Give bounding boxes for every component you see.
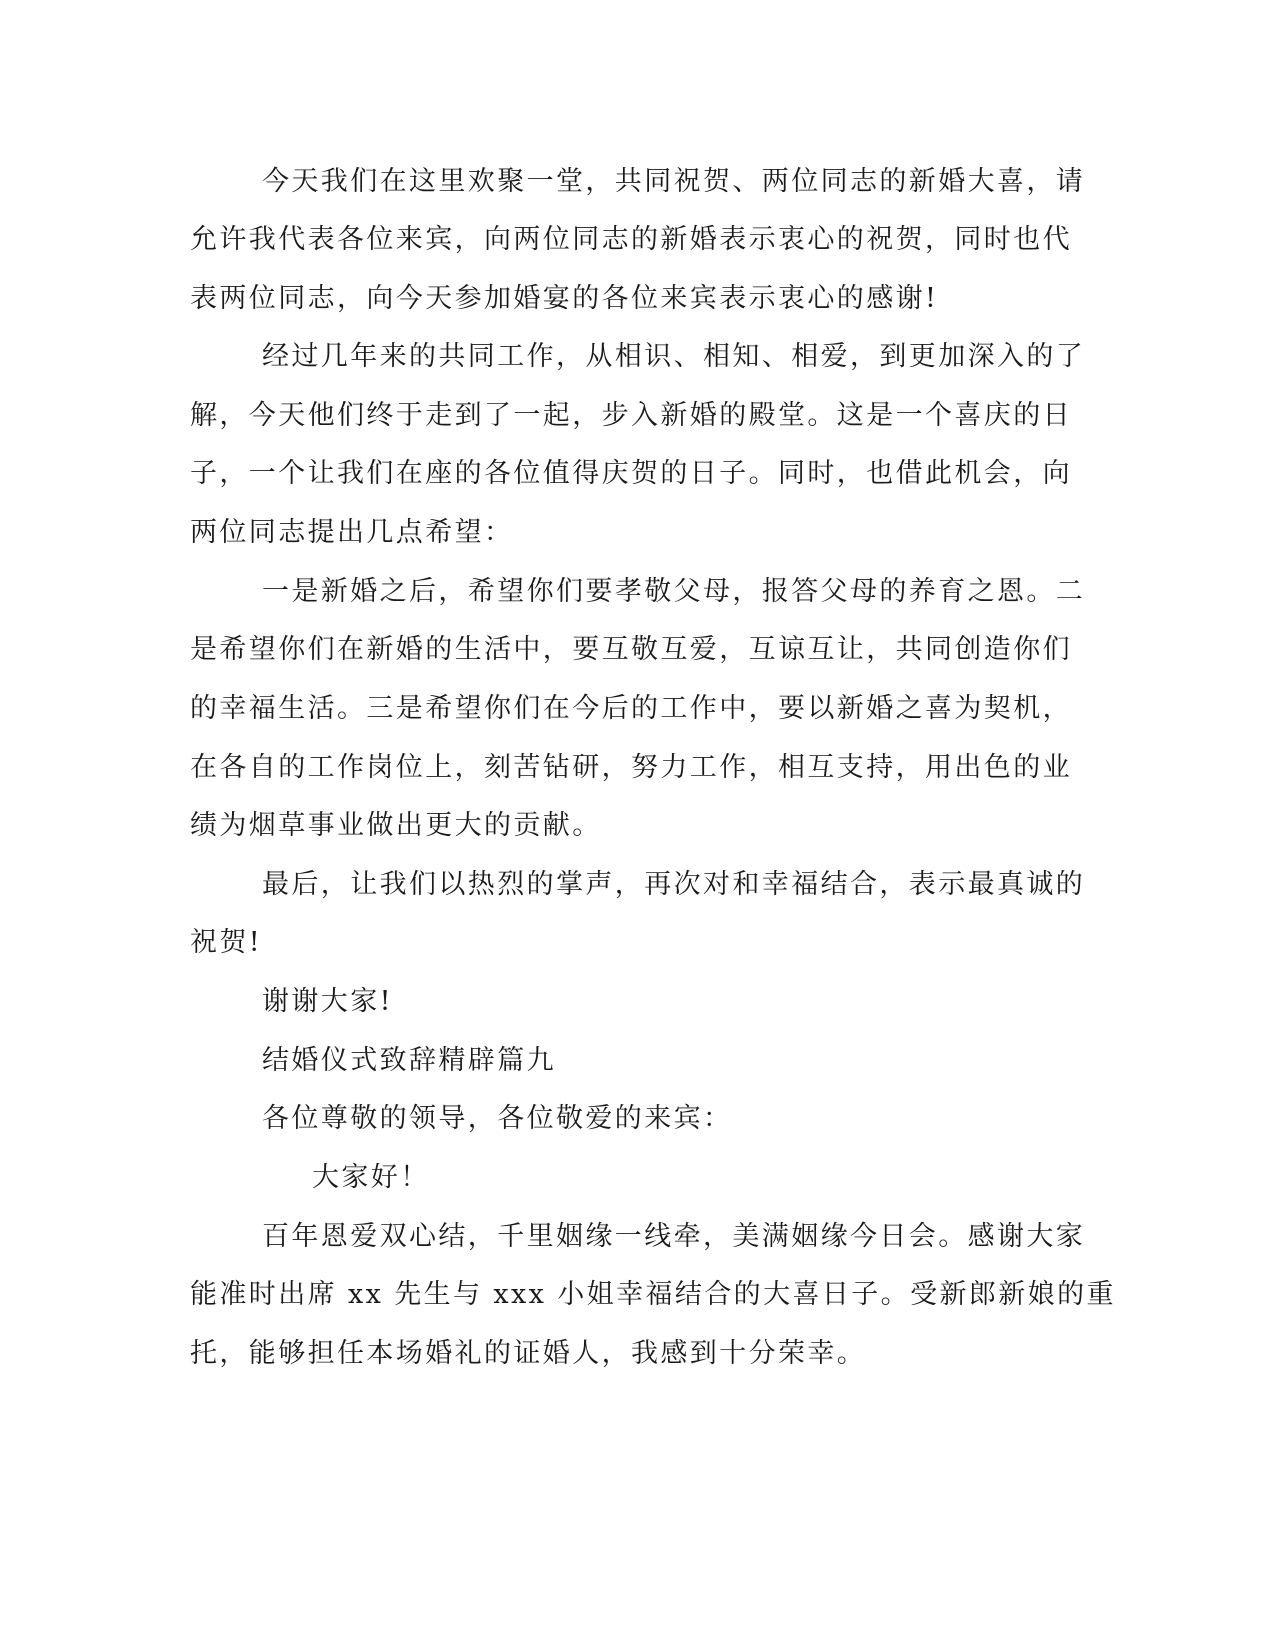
section-heading: 结婚仪式致辞精辟篇九 xyxy=(262,1045,556,1076)
text-line: 一是新婚之后，希望你们要孝敬父母，报答父母的养育之恩。二 xyxy=(262,576,1086,607)
text-line: 托，能够担任本场婚礼的证婚人，我感到十分荣幸。 xyxy=(190,1338,867,1369)
text-line: 表两位同志，向今天参加婚宴的各位来宾表示衷心的感谢! xyxy=(190,283,939,314)
text-line: 两位同志提出几点希望： xyxy=(190,517,514,548)
text-line: 子，一个让我们在座的各位值得庆贺的日子。同时，也借此机会，向 xyxy=(190,458,1072,489)
text-line: 今天我们在这里欢聚一堂，共同祝贺、两位同志的新婚大喜，请 xyxy=(262,166,1086,197)
text-line: 最后，让我们以热烈的掌声，再次对和幸福结合，表示最真诚的 xyxy=(262,869,1086,900)
text-line: 的幸福生活。三是希望你们在今后的工作中，要以新婚之喜为契机， xyxy=(190,693,1072,724)
text-line: 能准时出席 xx 先生与 xxx 小姐幸福结合的大喜日子。受新郎新娘的重 xyxy=(190,1279,1116,1310)
text-line: 是希望你们在新婚的生活中，要互敬互爱，互谅互让，共同创造你们 xyxy=(190,634,1072,665)
text-line: 允许我代表各位来宾，向两位同志的新婚表示衷心的祝贺，同时也代 xyxy=(190,224,1072,255)
text-line: 百年恩爱双心结，千里姻缘一线牵，美满姻缘今日会。感谢大家 xyxy=(262,1221,1086,1252)
salutation: 各位尊敬的领导，各位敬爱的来宾： xyxy=(262,1103,733,1134)
greeting: 大家好！ xyxy=(312,1162,430,1193)
text-line: 谢谢大家! xyxy=(262,986,393,1017)
text-line: 经过几年来的共同工作，从相识、相知、相爱，到更加深入的了 xyxy=(262,341,1086,372)
text-line: 绩为烟草事业做出更大的贡献。 xyxy=(190,810,602,841)
text-line: 祝贺! xyxy=(190,927,263,958)
text-line: 在各自的工作岗位上，刻苦钻研，努力工作，相互支持，用出色的业 xyxy=(190,752,1072,783)
text-line: 解，今天他们终于走到了一起，步入新婚的殿堂。这是一个喜庆的日 xyxy=(190,400,1072,431)
